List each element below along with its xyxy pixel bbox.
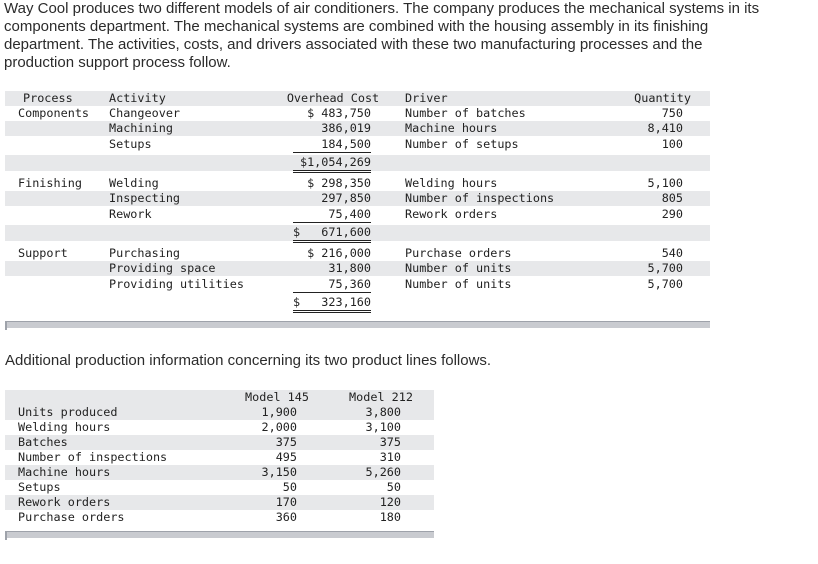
row-label: Machine hours <box>18 465 111 479</box>
driver-cell: Number of inspections <box>405 191 555 205</box>
header-model-212: Model 212 <box>349 390 413 404</box>
cost-cell: 75,400 <box>293 207 371 223</box>
support-total-dollar: $ <box>293 295 301 309</box>
driver-cell: Number of units <box>405 261 512 275</box>
cost-cell: 75,360 <box>293 277 371 293</box>
finishing-total-dollar: $ <box>293 225 301 239</box>
activity-cell: Providing space <box>109 261 216 275</box>
table-bottom-bar <box>5 321 710 328</box>
quantity-cell: 540 <box>661 246 683 260</box>
cost-cell: 386,019 <box>321 121 371 135</box>
model-212-value: 3,800 <box>365 405 401 419</box>
model-145-value: 1,900 <box>261 405 297 419</box>
table-bottom-bar <box>5 531 434 538</box>
process-components: Components <box>18 106 90 120</box>
cost-cell: $ 216,000 <box>307 246 371 260</box>
activity-cell: Changeover <box>109 106 181 120</box>
quantity-cell: 5,700 <box>647 277 683 291</box>
production-info-table <box>5 388 434 538</box>
quantity-cell: 5,100 <box>647 176 683 190</box>
model-145-value: 3,150 <box>261 465 297 479</box>
header-quantity: Quantity <box>634 91 691 105</box>
components-total: $1,054,269 <box>293 155 371 173</box>
activity-cell: Rework <box>109 207 152 221</box>
header-overhead-cost: Overhead Cost <box>286 91 380 105</box>
row-label: Number of inspections <box>18 450 168 464</box>
quantity-cell: 100 <box>661 137 683 151</box>
finishing-total: 671,600 <box>293 225 371 243</box>
driver-cell: Rework orders <box>405 207 498 221</box>
model-145-value: 2,000 <box>261 420 297 434</box>
quantity-cell: 805 <box>661 191 683 205</box>
quantity-cell: 8,410 <box>647 121 683 135</box>
model-212-value: 120 <box>379 495 401 509</box>
subheading: Additional production information concerning its two product lines follows. <box>5 352 492 369</box>
intro-line: production support process follow. <box>4 54 231 71</box>
header-driver: Driver <box>405 91 448 105</box>
row-label: Batches <box>18 435 68 449</box>
driver-cell: Number of batches <box>405 106 526 120</box>
cost-cell: 184,500 <box>293 137 371 153</box>
cost-cell: $ 298,350 <box>307 176 371 190</box>
model-145-value: 360 <box>275 510 297 524</box>
cost-cell: $ 483,750 <box>307 106 371 120</box>
row-label: Welding hours <box>18 420 111 434</box>
quantity-cell: 5,700 <box>647 261 683 275</box>
activity-cell: Machining <box>109 121 173 135</box>
row-label: Rework orders <box>18 495 111 509</box>
process-support: Support <box>18 246 68 260</box>
row-label: Units produced <box>18 405 118 419</box>
driver-cell: Number of setups <box>405 137 519 151</box>
header-process: Process <box>23 91 73 105</box>
cost-cell: 31,800 <box>328 261 371 275</box>
model-212-value: 50 <box>386 480 401 494</box>
quantity-cell: 290 <box>661 207 683 221</box>
model-212-value: 5,260 <box>365 465 401 479</box>
header-model-145: Model 145 <box>245 390 309 404</box>
activity-cell: Providing utilities <box>109 277 244 291</box>
driver-cell: Purchase orders <box>405 246 512 260</box>
model-145-value: 495 <box>275 450 297 464</box>
driver-cell: Number of units <box>405 277 512 291</box>
intro-line: components department. The mechanical systems are combined with the housing assembly in its finishing <box>4 18 709 35</box>
model-145-value: 375 <box>275 435 297 449</box>
row-label: Setups <box>18 480 61 494</box>
activity-cell: Purchasing <box>109 246 181 260</box>
model-212-value: 310 <box>379 450 401 464</box>
activity-cost-table <box>5 89 710 330</box>
intro-line: department. The activities, costs, and drivers associated with these two manufacturing processes and the <box>4 36 703 53</box>
model-145-value: 170 <box>275 495 297 509</box>
activity-cell: Setups <box>109 137 152 151</box>
model-145-value: 50 <box>282 480 297 494</box>
model-212-value: 3,100 <box>365 420 401 434</box>
process-finishing: Finishing <box>18 176 82 190</box>
model-212-value: 180 <box>379 510 401 524</box>
cost-cell: 297,850 <box>321 191 371 205</box>
header-activity: Activity <box>109 91 166 105</box>
driver-cell: Machine hours <box>405 121 498 135</box>
driver-cell: Welding hours <box>405 176 498 190</box>
problem-intro <box>4 0 810 72</box>
row-label: Purchase orders <box>18 510 125 524</box>
model-212-value: 375 <box>379 435 401 449</box>
activity-cell: Inspecting <box>109 191 181 205</box>
intro-line: Way Cool produces two different models of air conditioners. The company produces the mechanical systems in its <box>4 0 760 17</box>
activity-cell: Welding <box>109 176 159 190</box>
support-total: 323,160 <box>293 295 371 313</box>
quantity-cell: 750 <box>661 106 683 120</box>
